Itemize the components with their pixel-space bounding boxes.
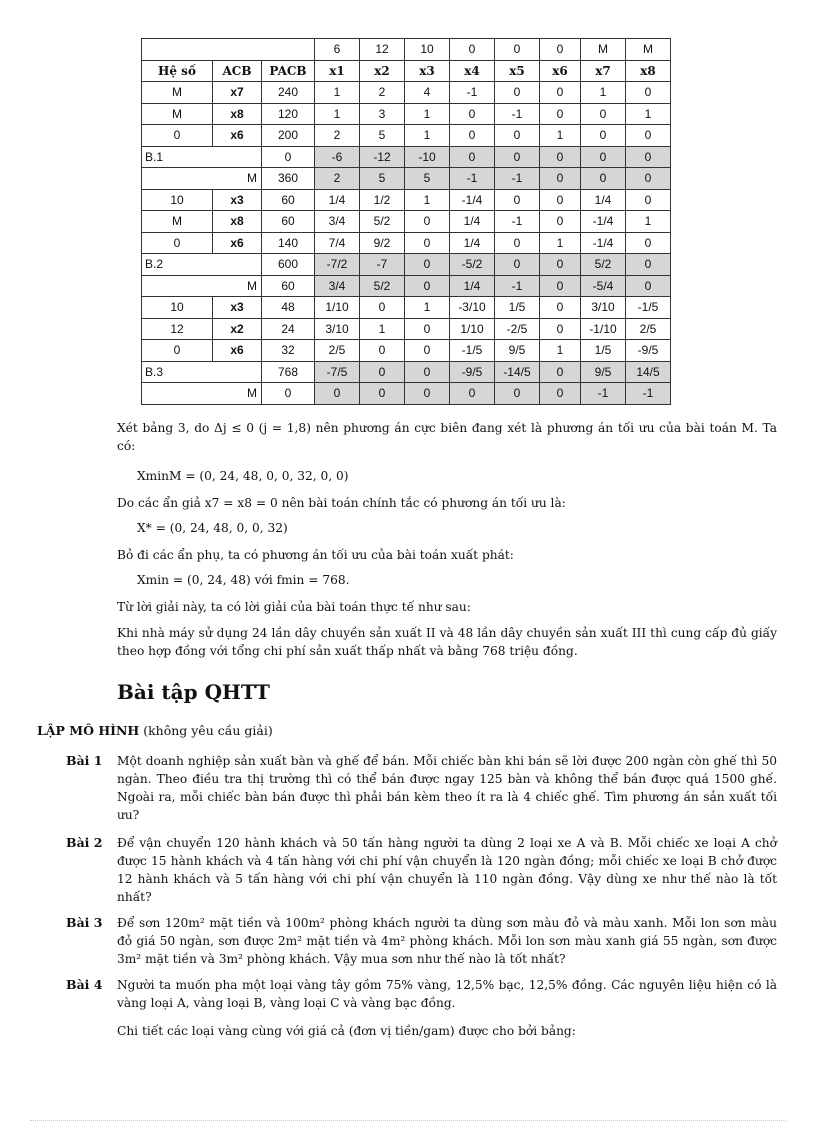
value-cell: 1/4: [315, 189, 360, 211]
var-header: [405, 60, 450, 82]
value-cell: 3/10: [581, 297, 626, 319]
value-cell: 3/10: [315, 318, 360, 340]
formula-xstar: X* = (0, 24, 48, 0, 0, 32): [137, 521, 288, 535]
tableau-label: B.2: [142, 254, 262, 276]
base-var-cell-text: x6: [230, 343, 244, 358]
value-cell: 0: [450, 125, 495, 147]
section-title: Bài tập QHTT: [117, 680, 270, 704]
value-cell: 1: [540, 340, 581, 362]
pacb-cell: 32: [262, 340, 315, 362]
value-cell: 1/4: [581, 189, 626, 211]
exercise-number: Bài 4: [66, 977, 103, 992]
coeff-cell: 0: [450, 39, 495, 61]
base-var-cell-text: x6: [230, 128, 244, 143]
paragraph-conclusion: Xét bảng 3, do Δj ≤ 0 (j = 1,8) nên phương án cực biên đang xét là phương án tối ưu của bài toán M. Ta có:: [117, 421, 777, 453]
value-cell: 0: [540, 103, 581, 125]
value-cell: 0: [626, 82, 671, 104]
var-header-text: x5: [509, 63, 525, 78]
delta-cell: -10: [405, 146, 450, 168]
delta-cell: -12: [360, 146, 405, 168]
value-cell: 0: [540, 318, 581, 340]
section-heading-bold: LẬP MÔ HÌNH: [37, 723, 140, 738]
delta-m-cell: 0: [450, 383, 495, 405]
tableau-label: B.1: [142, 146, 262, 168]
value-cell: -1: [450, 82, 495, 104]
value-cell: 1/5: [581, 340, 626, 362]
delta-cell: -7: [360, 254, 405, 276]
pacb-cell: 200: [262, 125, 315, 147]
delta-cell: -14/5: [495, 361, 540, 383]
table-row: [142, 211, 671, 233]
coef-cell: 10: [142, 189, 213, 211]
paragraph-drop-slack: Bỏ đi các ẩn phụ, ta có phương án tối ưu của bài toán xuất phát:: [117, 548, 514, 562]
var-header-text: x7: [595, 63, 611, 78]
value-cell: 9/2: [360, 232, 405, 254]
value-cell: 0: [626, 125, 671, 147]
delta-m-cell: 0: [405, 383, 450, 405]
delta-cell: 0: [495, 254, 540, 276]
base-var-cell-text: x7: [230, 85, 244, 100]
paragraph-real-solution: Từ lời giải này, ta có lời giải của bài toán thực tế như sau:: [117, 600, 471, 614]
exercise-text: Để vận chuyển 120 hành khách và 50 tấn hàng người ta dùng 2 loại xe A và B. Mỗi chiếc xe loại A chở được 15 hành khách và 4 tấn hàng với chi phí vận chuyển là 120 ngàn đồng; mỗi chiếc xe loại B chở được 12 hành khách và 5 tấn hàng với chi phí vận chuyển là 110 ngàn đồng. Vậy dùng xe như thế nào là tốt nhất?: [117, 836, 777, 904]
table-row: [142, 82, 671, 104]
pacb-cell: 0: [262, 146, 315, 168]
value-cell: 1: [315, 103, 360, 125]
value-cell: -1/4: [581, 211, 626, 233]
coeff-cell: 10: [405, 39, 450, 61]
value-cell: 1: [540, 232, 581, 254]
table-header-labels: [142, 60, 671, 82]
value-cell: 0: [495, 232, 540, 254]
value-cell: 0: [495, 82, 540, 104]
delta-m-cell: -1: [626, 383, 671, 405]
delta-m-cell: 0: [626, 168, 671, 190]
value-cell: -1/4: [450, 189, 495, 211]
value-cell: 2/5: [315, 340, 360, 362]
delta-cell: 0: [581, 146, 626, 168]
var-header-text: x4: [464, 63, 480, 78]
value-cell: 3/4: [315, 211, 360, 233]
value-cell: 1: [626, 103, 671, 125]
table-row: [142, 232, 671, 254]
base-var-cell-text: x3: [230, 192, 244, 207]
delta-cell: 9/5: [581, 361, 626, 383]
pacb-cell: 0: [262, 383, 315, 405]
pacb-cell: 60: [262, 275, 315, 297]
tableau-label: B.3: [142, 361, 262, 383]
var-header: [626, 60, 671, 82]
delta-cell: 0: [626, 254, 671, 276]
pacb-cell: 48: [262, 297, 315, 319]
value-cell: 1/2: [360, 189, 405, 211]
value-cell: 0: [360, 340, 405, 362]
value-cell: -1: [495, 211, 540, 233]
coeff-cell: 12: [360, 39, 405, 61]
value-cell: 0: [540, 297, 581, 319]
delta-m-cell: 5: [360, 168, 405, 190]
var-header-text: x6: [552, 63, 568, 78]
var-header-text: x8: [640, 63, 656, 78]
delta-m-cell: -1: [495, 275, 540, 297]
base-var-cell: [213, 125, 262, 147]
delta-cell: 5/2: [581, 254, 626, 276]
value-cell: 7/4: [315, 232, 360, 254]
table-row: [142, 340, 671, 362]
value-cell: 0: [581, 103, 626, 125]
base-var-cell: [213, 103, 262, 125]
delta-m-cell: 0: [360, 383, 405, 405]
delta-m-cell: 0: [581, 168, 626, 190]
base-var-cell-text: x6: [230, 235, 244, 250]
pacb-cell: 600: [262, 254, 315, 276]
pacb-cell: 140: [262, 232, 315, 254]
delta-row: [142, 146, 671, 168]
exercise-4-detail: Chi tiết các loại vàng cùng với giá cả (đơn vị tiền/gam) được cho bởi bảng:: [117, 1024, 576, 1038]
header-acb: ACB: [213, 60, 262, 82]
base-var-cell: [213, 232, 262, 254]
value-cell: 9/5: [495, 340, 540, 362]
coeff-cell: 0: [495, 39, 540, 61]
value-cell: -1/10: [581, 318, 626, 340]
page-divider: [30, 1120, 786, 1121]
delta-row: [142, 254, 671, 276]
pacb-cell: 360: [262, 168, 315, 190]
value-cell: -1/5: [626, 297, 671, 319]
delta-cell: 0: [360, 361, 405, 383]
value-cell: 0: [495, 189, 540, 211]
coeff-cell: M: [626, 39, 671, 61]
value-cell: 1: [405, 189, 450, 211]
value-cell: 1/10: [450, 318, 495, 340]
paragraph-final-answer: Khi nhà máy sử dụng 24 lần dây chuyền sản xuất II và 48 lần dây chuyền sản xuất III thì cung cấp đủ giấy theo hợp đồng với tổng chi phí sản xuất thấp nhất và bằng 768 triệu đồng.: [117, 626, 777, 658]
coef-cell: 0: [142, 340, 213, 362]
var-header: [360, 60, 405, 82]
delta-cell: 0: [540, 146, 581, 168]
delta-cell: -9/5: [450, 361, 495, 383]
delta-m-cell: 0: [540, 168, 581, 190]
delta-m-cell: 0: [626, 275, 671, 297]
value-cell: -1: [495, 103, 540, 125]
section-heading-note: (không yêu cầu giải): [139, 723, 273, 738]
var-header: [581, 60, 626, 82]
delta-m-cell: 5: [405, 168, 450, 190]
delta-row: [142, 361, 671, 383]
value-cell: 1: [315, 82, 360, 104]
header-he-so: Hệ số: [142, 60, 213, 82]
coef-cell: 0: [142, 125, 213, 147]
delta-row-m: [142, 168, 671, 190]
delta-cell: 0: [540, 254, 581, 276]
paragraph-artificial-vars: Do các ẩn giả x7 = x8 = 0 nên bài toán chính tắc có phương án tối ưu là:: [117, 496, 566, 510]
value-cell: -3/10: [450, 297, 495, 319]
value-cell: 0: [626, 189, 671, 211]
value-cell: 1: [581, 82, 626, 104]
pacb-cell: 240: [262, 82, 315, 104]
delta-m-cell: 3/4: [315, 275, 360, 297]
delta-cell: 14/5: [626, 361, 671, 383]
var-header-text: x2: [374, 63, 390, 78]
delta-row-m: [142, 275, 671, 297]
delta-cell: -7/5: [315, 361, 360, 383]
delta-cell: 0: [405, 361, 450, 383]
value-cell: 0: [581, 125, 626, 147]
value-cell: -1/4: [581, 232, 626, 254]
value-cell: 3: [360, 103, 405, 125]
delta-m-cell: 0: [540, 383, 581, 405]
coef-cell: 0: [142, 232, 213, 254]
value-cell: 2: [315, 125, 360, 147]
value-cell: 1: [405, 297, 450, 319]
value-cell: 1: [360, 318, 405, 340]
value-cell: 0: [450, 103, 495, 125]
delta-row-m: [142, 383, 671, 405]
value-cell: 1: [405, 125, 450, 147]
delta-m-cell: -1: [450, 168, 495, 190]
delta-m-cell: -1: [495, 168, 540, 190]
coef-cell: M: [142, 103, 213, 125]
base-var-cell: [213, 211, 262, 233]
var-header: [450, 60, 495, 82]
value-cell: -1/5: [450, 340, 495, 362]
base-var-cell: [213, 297, 262, 319]
table-row: [142, 189, 671, 211]
base-var-cell: [213, 82, 262, 104]
base-var-cell-text: x8: [230, 214, 244, 229]
value-cell: 1: [540, 125, 581, 147]
simplex-table: [141, 38, 671, 405]
base-var-cell-text: x3: [230, 300, 244, 315]
value-cell: -9/5: [626, 340, 671, 362]
value-cell: 5/2: [360, 211, 405, 233]
base-var-cell: [213, 189, 262, 211]
delta-cell: -6: [315, 146, 360, 168]
m-label: M: [142, 383, 262, 405]
delta-cell: -5/2: [450, 254, 495, 276]
coef-cell: M: [142, 82, 213, 104]
value-cell: 0: [540, 189, 581, 211]
delta-cell: 0: [405, 254, 450, 276]
pacb-cell: 60: [262, 189, 315, 211]
value-cell: 1/4: [450, 232, 495, 254]
var-header-text: x1: [329, 63, 345, 78]
empty-cell: [142, 39, 315, 61]
delta-cell: 0: [495, 146, 540, 168]
value-cell: 5: [360, 125, 405, 147]
header-pacb: PACB: [262, 60, 315, 82]
base-var-cell-text: x8: [230, 106, 244, 121]
value-cell: 1/10: [315, 297, 360, 319]
value-cell: 0: [626, 232, 671, 254]
base-var-cell-text: x2: [230, 321, 244, 336]
exercise-number: Bài 1: [66, 753, 103, 768]
m-label: M: [142, 168, 262, 190]
pacb-cell: 60: [262, 211, 315, 233]
pacb-cell: 768: [262, 361, 315, 383]
formula-xminM: XminM = (0, 24, 48, 0, 0, 32, 0, 0): [137, 469, 349, 483]
m-label: M: [142, 275, 262, 297]
delta-m-cell: -1: [581, 383, 626, 405]
delta-m-cell: -5/4: [581, 275, 626, 297]
var-header: [540, 60, 581, 82]
var-header-text: x3: [419, 63, 435, 78]
var-header: [495, 60, 540, 82]
delta-m-cell: 0: [315, 383, 360, 405]
value-cell: 1: [626, 211, 671, 233]
delta-m-cell: 5/2: [360, 275, 405, 297]
exercise-text: Để sơn 120m² mặt tiền và 100m² phòng khách người ta dùng sơn màu đỏ và màu xanh. Mỗi lon sơn màu đỏ giá 50 ngàn, sơn được 2m² mặt tiền và 4m² phòng khách. Mỗi lon sơn màu xanh giá 55 ngàn, sơn được 3m² mặt tiền và 3m² phòng khách. Vậy mua sơn như thế nào là tốt nhất?: [117, 916, 777, 966]
value-cell: 1/4: [450, 211, 495, 233]
delta-m-cell: 0: [405, 275, 450, 297]
table-header-coeffs: [142, 39, 671, 61]
exercise-text: Người ta muốn pha một loại vàng tây gồm 75% vàng, 12,5% bạc, 12,5% đồng. Các nguyên liệu hiện có là vàng loại A, vàng loại B, vàng loại C và vàng bạc đồng.: [117, 978, 777, 1010]
base-var-cell: [213, 318, 262, 340]
coeff-cell: 6: [315, 39, 360, 61]
value-cell: 0: [405, 211, 450, 233]
delta-cell: -7/2: [315, 254, 360, 276]
delta-cell: 0: [540, 361, 581, 383]
exercise-text: Một doanh nghiệp sản xuất bàn và ghế để bán. Mỗi chiếc bàn khi bán sẽ lời được 200 ngàn còn ghế thì 50 ngàn. Theo điều tra thị trường thì có thể bán được ngay 125 bàn và không thể bán được quá 1500 ghế. Ngoài ra, mỗi chiếc bàn bán được thì phải bán kèm theo ít ra là 4 chiếc ghế. Tìm phương án sản xuất tối ưu?: [117, 754, 777, 822]
coef-cell: M: [142, 211, 213, 233]
formula-xmin: Xmin = (0, 24, 48) với fmin = 768.: [137, 573, 350, 587]
base-var-cell: [213, 340, 262, 362]
delta-m-cell: 0: [495, 383, 540, 405]
value-cell: 0: [360, 297, 405, 319]
coeff-cell: 0: [540, 39, 581, 61]
table-row: [142, 125, 671, 147]
table-row: [142, 297, 671, 319]
exercise-number: Bài 3: [66, 915, 103, 930]
table-row: [142, 103, 671, 125]
table-row: [142, 318, 671, 340]
value-cell: 1: [405, 103, 450, 125]
value-cell: 0: [495, 125, 540, 147]
var-header: [315, 60, 360, 82]
coef-cell: 10: [142, 297, 213, 319]
delta-m-cell: 2: [315, 168, 360, 190]
coeff-cell: M: [581, 39, 626, 61]
delta-m-cell: 0: [540, 275, 581, 297]
value-cell: 2/5: [626, 318, 671, 340]
value-cell: 0: [540, 82, 581, 104]
value-cell: 0: [405, 340, 450, 362]
section-heading: [37, 723, 273, 738]
value-cell: 4: [405, 82, 450, 104]
delta-cell: 0: [450, 146, 495, 168]
coef-cell: 12: [142, 318, 213, 340]
value-cell: 0: [405, 318, 450, 340]
value-cell: 0: [405, 232, 450, 254]
value-cell: 2: [360, 82, 405, 104]
delta-cell: 0: [626, 146, 671, 168]
pacb-cell: 120: [262, 103, 315, 125]
value-cell: -2/5: [495, 318, 540, 340]
pacb-cell: 24: [262, 318, 315, 340]
value-cell: 1/5: [495, 297, 540, 319]
exercise-number: Bài 2: [66, 835, 103, 850]
value-cell: 0: [540, 211, 581, 233]
delta-m-cell: 1/4: [450, 275, 495, 297]
